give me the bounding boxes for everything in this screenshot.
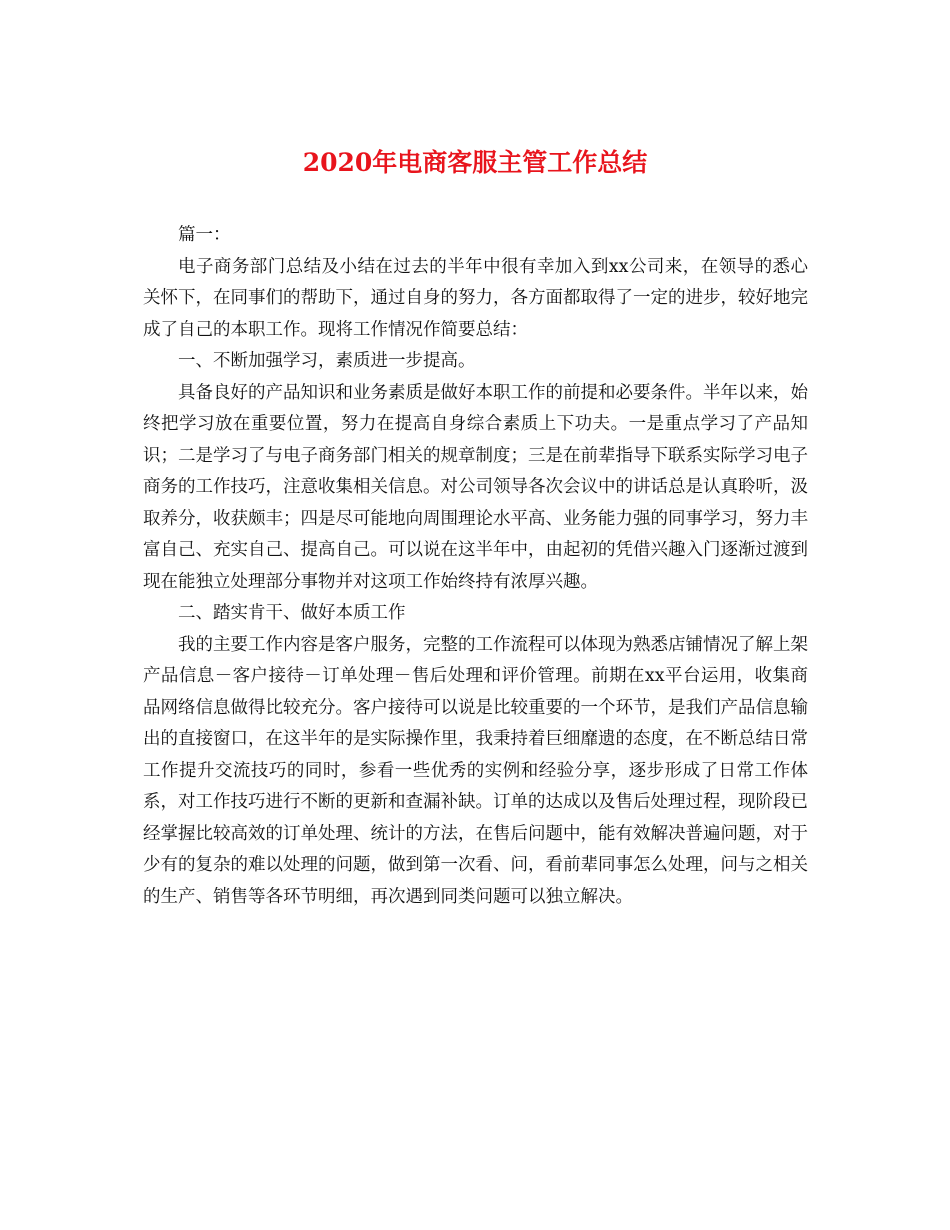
document-body <box>143 220 808 913</box>
heading-section-two: 二、踏实肯干、做好本质工作 <box>178 603 406 623</box>
paragraph-section-label: 篇一： <box>178 225 231 245</box>
heading-section-one: 一、不断加强学习，素质进一步提高。 <box>178 351 476 371</box>
document-title: 2020年电商客服主管工作总结 <box>302 148 648 177</box>
paragraph-intro: 电子商务部门总结及小结在过去的半年中很有幸加入到xx公司来，在领导的悉心关怀下，在同事们的帮助下，通过自身的努力，各方面都取得了一定的进步，较好地完成了自己的本职工作。现将工作情况作简要总结： <box>143 256 808 340</box>
paragraph-learning: 具备良好的产品知识和业务素质是做好本职工作的前提和必要条件。半年以来，始终把学习放在重要位置，努力在提高自身综合素质上下功夫。一是重点学习了产品知识；二是学习了与电子商务部门相关的规章制度；三是在前辈指导下联系实际学习电子商务的工作技巧，注意收集相关信息。对公司领导各次会议中的讲话总是认真聆听，汲取养分，收获颇丰；四是尽可能地向周围理论水平高、业务能力强的同事学习，努力丰富自己、充实自己、提高自己。可以说在这半年中，由起初的凭借兴趣入门逐渐过渡到现在能独立处理部分事物并对这项工作始终持有浓厚兴趣。 <box>143 382 808 592</box>
paragraph-work: 我的主要工作内容是客户服务，完整的工作流程可以体现为熟悉店铺情况了解上架产品信息－客户接待－订单处理－售后处理和评价管理。前期在xx平台运用，收集商品网络信息做得比较充分。客户接待可以说是比较重要的一个环节，是我们产品信息输出的直接窗口，在这半年的是实际操作里，我秉持着巨细靡遗的态度，在不断总结日常工作提升交流技巧的同时，参看一些优秀的实例和经验分享，逐步形成了日常工作体系，对工作技巧进行不断的更新和查漏补缺。订单的达成以及售后处理过程，现阶段已经掌握比较高效的订单处理、统计的方法，在售后问题中，能有效解决普遍问题，对于少有的复杂的难以处理的问题，做到第一次看、问，看前辈同事怎么处理，问与之相关的生产、销售等各环节明细，再次遇到同类问题可以独立解决。 <box>143 634 808 907</box>
